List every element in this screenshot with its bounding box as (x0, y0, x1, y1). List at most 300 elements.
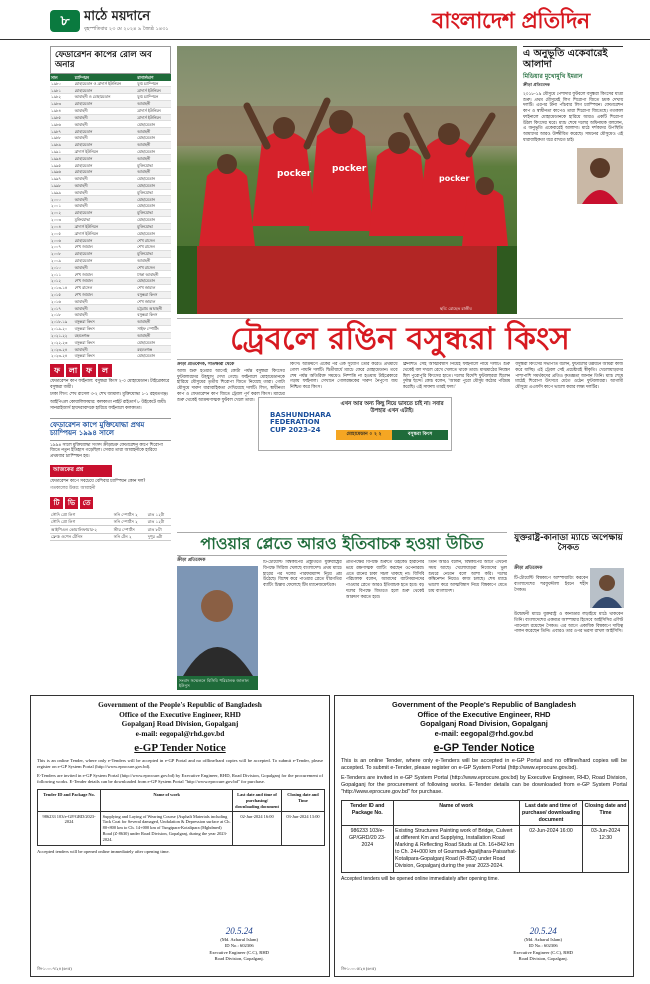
tender-signature (209, 925, 269, 962)
table-cell: রহমতগঞ্জ (136, 346, 171, 353)
table-cell: ১৯৮৫ (50, 114, 74, 121)
table-cell: আবাহনী (74, 135, 137, 142)
division-name: Gopalganj Road Division, Gopalganj (420, 719, 548, 729)
table-cell: ২০১২ (50, 278, 74, 285)
table-cell: ২০০৭ (50, 244, 74, 251)
table-row (50, 148, 171, 155)
government-name: Government of the People's Republic of Bangladesh (98, 700, 262, 709)
table-cell: মুক্তিযোদ্ধা (136, 162, 171, 169)
table-cell: আবাহনী (74, 298, 137, 305)
tv-row (50, 533, 171, 541)
signatory-id: ID No.: 602306 (528, 943, 558, 949)
table-cell: ১৯৮৬ (50, 121, 74, 128)
table-cell: মোহামেডান (74, 100, 137, 107)
team-celebration-photo (177, 46, 517, 314)
results-header (50, 364, 171, 377)
signatory-name: (Md. Azharul Islam) (220, 937, 259, 943)
table-cell: ২০০৮ (50, 250, 74, 257)
tender-intro: This is an online Tender, where only e-Tenders will be accepted in e-GP Portal and no offline/hard copies will be accepted. To submit e-Tender, please register on e-GP System Portal (http://www.eprocure.gov.bd). (37, 758, 323, 770)
official-photo-caption: সংবাদ সম্মেলনে বিসিবি পরিচালক জালাল ইউনুস (177, 676, 258, 690)
story-text: বসুন্ধরা কিংসের সভাপতি বলেন, ফুটবলের উন্নয়নে আমরা কাজ করে যাচ্ছি। এই ট্রেবল সেই প্রচেষ্টারই স্বীকৃতি। খেলোয়াড়দের পাশাপাশি সমর্থকদের প্রতিও কৃতজ্ঞতা জানান তিনি। ম্যাচ শেষে মাঠেই শিরোপা উৎসবে মেতে ওঠেন ফুটবলাররা। আগামী মৌসুমে এএফসি কাপে ভালো করার লক্ষ্য দলটির। (515, 362, 623, 391)
table-cell: ২০০১ (50, 203, 74, 210)
table-cell: শেখ জামাল (74, 291, 137, 298)
player-portrait (577, 148, 623, 204)
tv-letter: তে (80, 497, 93, 509)
right-column (523, 46, 623, 204)
table-cell: আবাহনী (74, 346, 137, 353)
work-name: Existing Structures Painting work of Bridge, Culvert at different Km and Supplying, Installation Road Marking & Reflecting Road Studs at Ch. 16+842 km to Ch. 24+000 km of Gourmadi-Agailjhara-Paisarhat-Kotalipara-Gopalganj Road (R-852) under Road Division, Gopalganj during the year 2023-2024. (393, 826, 519, 872)
table-cell: মোহামেডান (136, 278, 171, 285)
table-cell: আবাহনী (74, 107, 137, 114)
table-row (50, 278, 171, 285)
table-cell: আবাহনী (74, 203, 137, 210)
jersey-brand: pocker (332, 164, 367, 174)
table-cell: মোহামেডান (74, 237, 137, 244)
photo-credit: ছবি: রোহেত রাজীব (440, 306, 472, 311)
story-text: ক্লিনশিট। সেই আত্মবিশ্বাস নিয়েই ফাইনালে নামে দলটি। শুরু থেকেই বল দখলে রেখে খেলতে থাকে তারা। মাঝমাঠের নিয়ন্ত্রণ ছিল পুরোপুরি কিংসের হাতে। দলের বিদেশি ফুটবলাররা ছিলেন দুর্দান্ত ছন্দে। কোচ বলেন, 'আমরা পুরো মৌসুম কঠোর পরিশ্রম করেছি। এই সাফল্য তারই ফল।' (402, 362, 511, 391)
table-cell: ১৯৮৮ (50, 135, 74, 142)
tender-id: 986233 103/e-GP/GRD/20 23-2024 (342, 826, 394, 872)
table-cell: মোহামেডান (74, 250, 137, 257)
table-cell: শেখ জামাল (74, 244, 137, 251)
tender-id: 986233 103/e-GP/GRD/2023-2024 (38, 812, 101, 846)
work-name: Supplying and Laying of Wearing Course (Asphalt Materials including Tack Coat for Several damaged, Undulation & Depression surface at Ch. 80+800 km to Ch. 14+000 km of Tungipara-Kotalipara (Mghdmed) Road (Z-8630) under Road Division, Gopalganj, during the year 2023-2024. (101, 812, 233, 846)
umpire-text-1: টি-টোয়েন্টি বিশ্বকাপে আম্পায়ারিং করবেন বাংলাদেশের শরফুদ্দৌলা ইবনে শহীদ সৈকত। (514, 576, 588, 593)
table-cell: ঢাকা আবাহনী (136, 271, 171, 278)
signatory-office: Road Division, Gopalganj. (214, 955, 264, 961)
col-work-name: Name of work (101, 790, 233, 812)
powerplay-column-3: তিনি আরও বলেন, বিশ্বকাপের আগে এখনো সময় আছে। খেলোয়াড়রা নিজেদের ভুল শুধরে নেবেন বলে আশা করি। দলের কম্বিনেশন নিয়েও কাজ চলছে। শেষ ম্যাচে ভালো করে আত্মবিশ্বাস নিয়ে বিশ্বকাপে যেতে চায় বাংলাদেশ। (428, 560, 508, 594)
table-cell: বসুন্ধরা কিংস (74, 353, 137, 360)
tender-intro: This is an online Tender, where only e-Tenders will be accepted in e-GP Portal and no offline/hard copies will be accepted. To submit e-Tender, please register on e-GP System Portal (http://www.eprocure.gov.bd). (341, 758, 627, 772)
table-cell: মোহামেডান (74, 141, 137, 148)
table-cell: শেখ জামাল (74, 271, 137, 278)
col-closing-date: Closing date and Time (281, 790, 324, 812)
table-cell: আবাহনী (136, 128, 171, 135)
feature-title: এ অনুভূতি একেবারেই আলাদা (523, 46, 623, 71)
table-cell: আবাহনী (136, 257, 171, 264)
table-cell: বসুন্ধরা কিংস (74, 318, 137, 325)
tv-schedule-header (50, 497, 171, 509)
table-cell: মুক্তিযোদ্ধা (136, 189, 171, 196)
official-photo (177, 566, 258, 676)
powerplay-column-1: টি-টোয়েন্টি বিশ্বকাপের প্রস্তুতিতে যুক্তরাষ্ট্রের বিপক্ষে সিরিজ খেলছে বাংলাদেশ। প্রথম ম্যাচে হারের পর দলের পারফরম্যান্স নিয়ে প্রশ্ন উঠেছে। বিশেষ করে পাওয়ার প্লেতে ধীরগতির ব্যাটিং চিন্তায় ফেলেছে টিম ম্যানেজমেন্টকে। (263, 560, 342, 589)
table-cell: ১৯৮৯ (50, 141, 74, 148)
tv-row (50, 511, 171, 518)
table-cell: ২০১৩-১৪ (50, 284, 74, 291)
table-cell: মোহামেডান (136, 121, 171, 128)
table-row (50, 189, 171, 196)
table-row (50, 298, 171, 305)
table-row (50, 339, 171, 346)
table-cell: ২০২৩-২৪ (50, 353, 74, 360)
tv-cell: রাত ১২টা (147, 518, 171, 526)
table-row (50, 209, 171, 216)
table-cell: ২০২১-২২ (50, 332, 74, 339)
quiz-question: ফেডারেশন কাপে সবচেয়ে বেশিবার চ্যাম্পিয়ন কোন দল? (50, 478, 146, 484)
col-tender-id: Tender ID and Package No. (38, 790, 101, 812)
table-cell: ২০১৯-২০ (50, 325, 74, 332)
table-cell: ব্রাদার্স ইউনিয়ন (136, 114, 171, 121)
roll-of-honour-table (50, 74, 171, 359)
table-cell: ১৯৮০ (50, 81, 74, 87)
result-item: আইপিএল কোয়ালিফায়ার: কলকাতা নাইট রাইডার্স ৮ উইকেটে জয়ী। সানরাইজার্স হায়দরাবাদকে হারিয়ে ফাইনালে কলকাতা। (50, 400, 167, 411)
col-work-name: Name of work (393, 801, 519, 826)
story-column-4 (515, 362, 623, 530)
powerplay-story (263, 560, 507, 690)
tv-cell: সৌদি প্রো লিগ (50, 511, 113, 518)
col-closing-date: Closing date and Time (583, 801, 629, 826)
table-cell: আবাহনী (74, 196, 137, 203)
signatory-office: Road Division, Gopalganj. (518, 955, 568, 961)
table-cell: মোহামেডান (136, 203, 171, 210)
tv-letter: ভি (65, 497, 78, 509)
table-cell: শেখ জামাল (74, 278, 137, 285)
table-cell: যুগ্ম চ্যাম্পিয়ন (136, 94, 171, 101)
tv-letter: টি (50, 497, 63, 509)
story-text: আজ শুরু হওয়ার আগেই কোটা পর্যন্ত বসুন্ধরা কিংসের ফুটবলারদের উচ্ছ্বাস দেখা গেছে। ফাইনালে মোহামেডানকে হারিয়ে মৌসুমের তৃতীয় শিরোপা জিতে নিয়েছে তারা। গোটা মৌসুমে দারুণ ধারাবাহিকতা দেখিয়েছে দলটি। লিগ, স্বাধীনতা কাপ ও ফেডারেশন কাপ জিতে ট্রেবল পূর্ণ করল কিংস। ম্যাচের শুরু থেকেই আক্রমণাত্মক ফুটবল খেলে তারা। (177, 368, 285, 403)
table-row (50, 135, 171, 142)
roll-header-cell: চ্যাম্পিয়ন (74, 74, 137, 80)
result-item: ঢাকা লিগ: শেখ রাসেল ৩-২ শেখ জামাল। মুক্তিযোদ্ধা ১-১ রহমতগঞ্জ। (50, 392, 169, 398)
table-cell: আবাহনী (74, 305, 137, 312)
umpire-headline: যুক্তরাষ্ট্র-কানাডা ম্যাচে অপেক্ষায় সৈকত (514, 533, 623, 554)
table-cell: আবাহনী (74, 114, 137, 121)
umpire-byline: ক্রীড়া প্রতিবেদক (514, 566, 543, 571)
table-cell: আবাহনী (136, 155, 171, 162)
tv-cell: সনি স্পোর্টস ২ (113, 518, 147, 526)
table-cell: ১৯৮২ (50, 94, 74, 101)
table-cell: ব্রাদার্স ইউনিয়ন (136, 87, 171, 94)
table-cell: ২০১৬ (50, 298, 74, 305)
table-cell: আবাহনী (136, 141, 171, 148)
table-cell: মোহামেডান (136, 339, 171, 346)
roll-of-honour-title: ফেডারেশন কাপের রোল অব অনার (50, 46, 171, 74)
table-cell: ২০২৩-২৪ (50, 346, 74, 353)
newspaper-masthead: বাংলাদেশ প্রতিদিন (432, 9, 590, 34)
tv-row (50, 526, 171, 534)
signatory-title: Executive Engineer (C.C), RHD (513, 949, 573, 955)
table-cell: আবাহনী ও মোহামেডান (74, 94, 137, 101)
tender-title: e-GP Tender Notice (134, 741, 226, 754)
table-row (50, 128, 171, 135)
table-row (50, 114, 171, 121)
table-cell: বসুন্ধরা কিংস (74, 339, 137, 346)
table-cell: মোহামেডান (136, 175, 171, 182)
tender-signature (513, 925, 573, 962)
portrait-silhouette (577, 148, 623, 204)
table-cell: আবাহনী (74, 121, 137, 128)
table-cell: ১৯৮৭ (50, 128, 74, 135)
table-row (50, 87, 171, 94)
table-row (50, 237, 171, 244)
table-cell: মুক্তিযোদ্ধা (74, 216, 137, 223)
table-cell: মোহামেডান (74, 169, 137, 176)
official-silhouette (177, 566, 258, 676)
tender-notice-2 (334, 695, 634, 977)
powerplay-headline: পাওয়ার প্লেতে আরও ইতিবাচক হওয়া উচিত (177, 532, 507, 556)
table-row (50, 100, 171, 107)
results-letter: লা (66, 364, 80, 377)
table-cell: ২০০৫ (50, 230, 74, 237)
table-cell: মোহামেডান (74, 162, 137, 169)
federation-quote: এখন আর অন্য কিছু নিয়ে ভাবতে চাই না। সবার উপহার এখন এটাই। (340, 401, 444, 415)
table-row (50, 257, 171, 264)
table-cell: মোহামেডান (74, 257, 137, 264)
quiz-title: আজকের প্রশ্ন (50, 465, 112, 477)
table-row (50, 182, 171, 189)
table-row (50, 94, 171, 101)
table-cell: আবাহনী (136, 332, 171, 339)
federation-cup-logo: BASHUNDHARA FEDERATION CUP 2023-24 (270, 411, 332, 434)
handwritten-signature: 20.5.24 (225, 926, 253, 937)
tv-cell: রাত ৮টা (147, 526, 171, 534)
tender-notice-1 (30, 695, 330, 977)
table-cell: মোহামেডান (136, 196, 171, 203)
tv-cell: সনি টেন ২ (113, 533, 147, 541)
table-cell: আবাহনী (74, 182, 137, 189)
table-cell: বসুন্ধরা কিংস (136, 291, 171, 298)
table-cell: শেখ রাসেল (136, 264, 171, 271)
table-row (50, 162, 171, 169)
table-cell: ১৯৯১ (50, 148, 74, 155)
jersey-brand: pocker (277, 169, 312, 179)
quiz-previous-answer: গতকালের উত্তর: আবাহনী (50, 486, 96, 492)
table-cell: ১৯৯৬ (50, 169, 74, 176)
celebration-illustration (177, 46, 517, 314)
table-cell: শেখ রাসেল (74, 284, 137, 291)
results-letter: ল (98, 364, 112, 377)
signatory-name: (Md. Azharul Islam) (524, 937, 563, 943)
table-cell: ২০০৩ (50, 216, 74, 223)
table-cell: ১৯৯৫ (50, 162, 74, 169)
table-cell: ১৯৮১ (50, 87, 74, 94)
table-row (50, 332, 171, 339)
result-item: ফেডারেশন কাপ ফাইনাল: বসুন্ধরা কিংস ২-০ মোহামেডান। টাইব্রেকারে বসুন্ধরা জয়ী। (50, 378, 170, 390)
page-number: ৮ (50, 10, 80, 32)
table-cell: চট্টগ্রাম আবাহনী (136, 305, 171, 312)
table-row (50, 141, 171, 148)
office-name: Office of the Executive Engineer, RHD (119, 709, 241, 719)
table-row (50, 305, 171, 312)
table-cell: আবাহনী (136, 318, 171, 325)
roll-header-cell: সাল (50, 74, 74, 80)
last-date: 02-Jun-2024 16:00 (233, 812, 282, 846)
table-cell: ব্রাদার্স ইউনিয়ন (136, 107, 171, 114)
table-cell: মোহামেডান (74, 87, 137, 94)
table-cell: বসুন্ধরা কিংস (74, 325, 137, 332)
table-cell: মোহামেডান (136, 182, 171, 189)
last-date: 02-Jun-2024 16:00 (519, 826, 582, 872)
table-cell: ব্রাদার্স ইউনিয়ন (74, 223, 137, 230)
table-cell: মোহামেডান (136, 135, 171, 142)
table-row (50, 169, 171, 176)
table-cell: ১৯৮৪ (50, 107, 74, 114)
table-row (50, 291, 171, 298)
table-row (50, 121, 171, 128)
table-cell: বসুন্ধরা কিংস (136, 312, 171, 319)
results-letter: ফ (82, 364, 96, 377)
handwritten-signature: 20.5.24 (529, 926, 557, 937)
table-cell: আবাহনী (74, 189, 137, 196)
table-cell: শেখ জামাল (136, 284, 171, 291)
table-row (50, 244, 171, 251)
tender-details: E-Tenders are invited in e-GP System Portal (http://www.eprocure.gov.bd) by Executive Engineer, RHD, Road Division, Gopalganj for the procurement of following works. E-Tender details can be downloaded from e-GP System Portal "http://www.eprocure.gov.bd" for purchase. (37, 773, 323, 785)
tv-schedule-table (50, 511, 171, 541)
final-score-tag (336, 430, 448, 440)
table-cell: ২০১৮ (50, 312, 74, 319)
tv-cell: ফ্রেঞ্চ ওপেন টেনিস (50, 533, 113, 541)
table-cell: ১৯৯৯ (50, 189, 74, 196)
roll-header-cell: রানার্সআপ (136, 74, 171, 80)
table-cell: ২০১১ (50, 271, 74, 278)
powerplay-byline: ক্রীড়া প্রতিবেদক (177, 558, 206, 563)
table-cell: শেখ রাসেল (136, 237, 171, 244)
results-letter: ফ (50, 364, 64, 377)
table-cell: ২০১৭ (50, 305, 74, 312)
table-row (50, 196, 171, 203)
table-cell: মোহামেডান (136, 230, 171, 237)
table-cell: মোহামেডান (74, 209, 137, 216)
table-row (50, 107, 171, 114)
table-row (50, 250, 171, 257)
table-cell: ২০০৬ (50, 237, 74, 244)
table-cell: রহমতগঞ্জ (74, 332, 137, 339)
table-cell: ১৯৯৮ (50, 182, 74, 189)
story-text: কিংস। আক্রমণে একের পর এক সুযোগ তৈরি করেও প্রথমার্ধে গোল পায়নি দলটি। দ্বিতীয়ার্ধে ম্যাচে ফেরে মোহামেডান। তবে শেষ পর্যন্ত অতিরিক্ত সময়েও নিষ্পত্তি না হওয়ায় টাইব্রেকারে গড়ায় ফাইনাল। সেখানে গোলরক্ষকের দারুণ নৈপুণ্যে জয় নিশ্চিত করে কিংস। (289, 362, 398, 391)
col-tender-id: Tender ID and Package No. (342, 801, 394, 826)
umpire-photo (590, 568, 624, 608)
story-byline: ক্রীড়া প্রতিবেদক, সাতক্ষীরা থেকে (177, 362, 235, 367)
office-email: e-mail: eegopal@rhd.gov.bd (434, 728, 534, 738)
umpire-silhouette (590, 568, 624, 608)
tender-table (37, 789, 325, 846)
table-cell: ব্রাদার্স ইউনিয়ন (74, 230, 137, 237)
score-right: বসুন্ধরা কিংস (392, 430, 448, 440)
table-cell: ২০০৪ (50, 223, 74, 230)
col-last-date: Last date and time of purchasing/ downloading document (233, 790, 282, 812)
table-row (50, 325, 171, 332)
tender-note: Accepted tenders will be opened online immediately after opening time. (341, 875, 499, 882)
table-cell: মোহামেডান (74, 128, 137, 135)
umpire-text-2: উদ্বোধনী ম্যাচে যুক্তরাষ্ট্র ও কানাডার লড়াইয়ে মাঠে থাকবেন তিনি। বাংলাদেশের একমাত্র আম্পায়ার হিসেবে আইসিসির এলিট প্যানেলে রয়েছেন সৈকত। এর আগে একাধিক বিশ্বকাপে দায়িত্ব পালন করেছেন তিনি। এবারও তার ওপর ভরসা রাখল আইসিসি। (514, 612, 623, 635)
table-cell: ২০১৫ (50, 291, 74, 298)
table-cell: মোহামেডান (136, 353, 171, 360)
issue-date: বৃহস্পতিবার ২৩ মে ২০২৪ ৯ জ্যৈষ্ঠ ১৪৩১ (84, 26, 169, 32)
office-email: e-mail: eegopal@rhd.gov.bd (135, 728, 225, 738)
feature-byline: ক্রীড়া প্রতিবেদক (523, 82, 550, 88)
tv-cell: সনি স্পোর্টস ২ (113, 511, 147, 518)
table-row (50, 284, 171, 291)
tv-cell: সৌদি প্রো লিগ (50, 518, 113, 526)
table-cell: আবাহনী (74, 175, 137, 182)
table-row (50, 203, 171, 210)
champion-text: ১৯৯৪ সালে মুক্তিযোদ্ধা সংসদ ক্রীড়াচক্র ফেডারেশন কাপে শিরোপা জিতে নতুন ইতিহাস গড়েছিল। সেবার তারা আবাহনীকে হারিয়ে প্রথমবার চ্যাম্পিয়ন হয়। (50, 442, 163, 460)
table-row (50, 318, 171, 325)
feature-subtitle: মিডিয়ার মুখোমুখি ইমরান (523, 72, 583, 80)
tv-cell: রাত ১২টা (147, 511, 171, 518)
tender-heading (335, 700, 633, 739)
office-name: Office of the Executive Engineer, RHD (417, 709, 551, 719)
jersey-brand: pocker (439, 174, 470, 183)
table-row (50, 223, 171, 230)
powerplay-column-2: প্রতিপক্ষের বিপক্ষে শুরুতে উইকেট হারানোর ভয়ে রক্ষণাত্মক ব্যাটিং করছেন ওপেনাররা। এতে রানের চাকা সচল থাকছে না। বিসিবি পরিচালক বলেন, আমাদের ব্যাটসম্যানদের পাওয়ার প্লেতে আরও ইতিবাচক হতে হবে। বড় দলের বিপক্ষে জিততে হলে শুরু থেকেই আক্রমণ করতে হবে। (345, 560, 425, 600)
table-row (50, 312, 171, 319)
table-cell: সাইফ স্পোর্টিং (136, 325, 171, 332)
tv-cell: দুপুর ৩টা (147, 533, 171, 541)
ad-code: জি-১০০০৫/২৪ (৬×৫) (341, 966, 376, 971)
table-cell: ১৯৯৪ (50, 155, 74, 162)
table-cell: আবাহনী (74, 312, 137, 319)
tender-title: e-GP Tender Notice (433, 741, 535, 754)
table-cell: ২০২২-২৩ (50, 339, 74, 346)
tender-heading (31, 700, 329, 739)
closing-date: 03-Jun-2024 12:30 (583, 826, 629, 872)
tv-row (50, 518, 171, 526)
table-cell: ১৯৮৩ (50, 100, 74, 107)
table-cell: ২০১৮-১৯ (50, 318, 74, 325)
table-cell: মোহামেডান (136, 216, 171, 223)
table-cell: মোহামেডান (74, 155, 137, 162)
table-row (50, 271, 171, 278)
table-cell: ২০০২ (50, 209, 74, 216)
left-column (50, 46, 171, 541)
table-cell: মুক্তিযোদ্ধা (136, 223, 171, 230)
page-header (0, 0, 650, 40)
table-cell: ১৯৯৭ (50, 175, 74, 182)
table-cell: শেখ জামাল (136, 298, 171, 305)
table-cell: শেখ রাসেল (136, 244, 171, 251)
table-row (50, 216, 171, 223)
table-cell: মোহামেডান ও ব্রাদার্স ইউনিয়ন (74, 81, 137, 87)
main-headline: ট্রেবলে রঙিন বসুন্ধরা কিংস (177, 318, 623, 360)
tender-note: Accepted tenders will be opened online immediately after opening time. (37, 848, 170, 854)
table-cell: আবাহনী (136, 100, 171, 107)
score-left: মোহামেডান ০ ২ ২ (336, 430, 392, 440)
table-cell: মোহামেডান (136, 148, 171, 155)
table-cell: যুগ্ম চ্যাম্পিয়ন (136, 81, 171, 87)
table-cell: ২০০০ (50, 196, 74, 203)
table-row (50, 175, 171, 182)
feature-body: ২০১৮-১৯ মৌসুমে পেশাদার ফুটবলে বসুন্ধরা কিংসের যাত্রা শুরু। প্রথম মৌসুমেই লিগ শিরোপা জিতে চমক দেখায় দলটি। এরপর টানা পাঁচবার লিগ চ্যাম্পিয়ন। ফেডারেশন কাপ ও স্বাধীনতা কাপেও তারা শিরোপা জিতেছে। গতকাল ফাইনালে মোহামেডানকে হারিয়ে আরও একটি শিরোপা উঠল কিংসের ঘরে। ম্যাচ শেষে দলের অধিনায়ক বললেন, এ অনুভূতি একেবারেই আলাদা। মাঠে দর্শকদের উপস্থিতি আমাদের আরও উজ্জীবিত করেছে। সামনের মৌসুমেও এই ধারাবাহিকতা ধরে রাখতে চাই। (523, 91, 623, 144)
division-name: Gopalganj Road Division, Gopalganj (121, 719, 239, 729)
table-row (50, 155, 171, 162)
champion-banner: ফেডারেশন কাপে মুক্তিযোদ্ধা প্রথম চ্যাম্পিয়ন ১৯৯৪ সালে (50, 418, 171, 441)
table-cell: ২০০৯ (50, 257, 74, 264)
ad-code: জি-১০০০৭/২৪ (৬×৫) (37, 966, 72, 971)
table-row (50, 353, 171, 360)
table-row (50, 264, 171, 271)
tender-table (341, 800, 629, 872)
table-row (50, 230, 171, 237)
tv-cell: স্টার স্পোর্টস (113, 526, 147, 534)
col-last-date: Last date and time of purchase/ downloading document (519, 801, 582, 826)
table-cell: ২০১০ (50, 264, 74, 271)
table-cell: আবাহনী (74, 264, 137, 271)
tv-cell: আইপিএল কোয়ালিফায়ার-২ (50, 526, 113, 534)
closing-date: 03-Jun-2024 13:00 (281, 812, 324, 846)
table-row (50, 346, 171, 353)
signatory-title: Executive Engineer (C.C), RHD (209, 949, 269, 955)
section-title: মাঠে ময়দানে (84, 9, 151, 24)
table-cell: আবাহনী (136, 169, 171, 176)
government-name: Government of the People's Republic of Bangladesh (391, 700, 577, 709)
signatory-id: ID No.: 602306 (224, 943, 254, 949)
table-cell: মুক্তিযোদ্ধা (136, 250, 171, 257)
table-cell: মুক্তিযোদ্ধা (136, 209, 171, 216)
table-cell: ব্রাদার্স ইউনিয়ন (74, 148, 137, 155)
tender-details: E-Tenders are invited in e-GP System Portal (http://www.eprocure.gov.bd) by Executive Engineer, RHD, Road Division, Gopalganj for the procurement of following works. E-Tender details can be downloaded from e-GP System Portal "http://www.eprocure.gov.bd" for purchase. (341, 775, 627, 796)
